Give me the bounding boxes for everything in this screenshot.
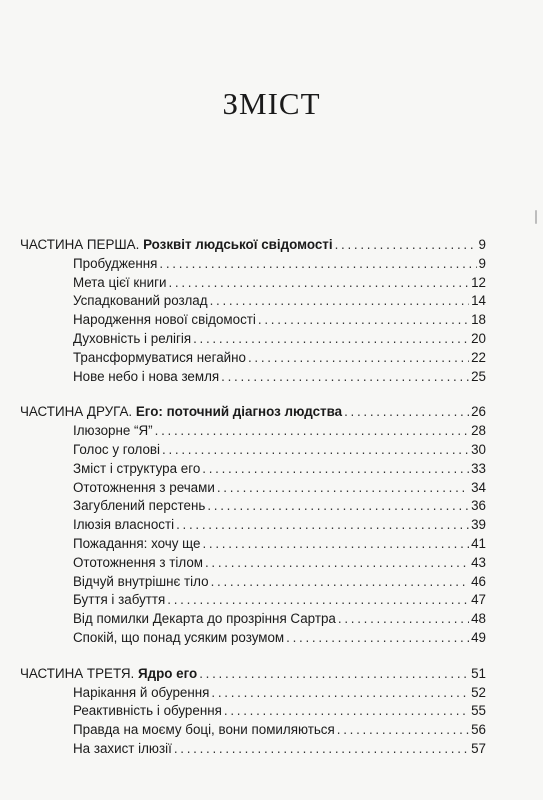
- toc-section-part-3: [20, 665, 486, 759]
- part-number: ЧАСТИНА ПЕРША.: [20, 237, 140, 252]
- leader-dots: [258, 311, 469, 330]
- entry-label: Спокій, що понад усяким розумом: [73, 629, 285, 645]
- page-number: 55: [471, 703, 486, 719]
- toc-entry[interactable]: [20, 610, 486, 629]
- toc-part-heading[interactable]: [20, 403, 486, 422]
- toc-entry[interactable]: [20, 349, 486, 368]
- toc-entry[interactable]: [20, 684, 486, 703]
- page-number: 57: [471, 740, 486, 756]
- leader-dots: [202, 535, 469, 554]
- entry-label: Ототожнення з речами: [73, 479, 215, 495]
- entry-label: На захист ілюзії: [73, 740, 172, 756]
- page-number: 56: [471, 722, 486, 738]
- page-number: 9: [478, 237, 486, 252]
- leader-dots: [193, 330, 469, 349]
- entry-label: Буття і забуття: [73, 592, 166, 608]
- scan-edge-mark: [535, 210, 537, 224]
- toc-entry[interactable]: [20, 368, 486, 387]
- page-number: 20: [471, 330, 486, 346]
- entry-label: Ілюзія власності: [73, 517, 175, 533]
- page-number: 28: [471, 423, 486, 439]
- leader-dots: [155, 422, 469, 441]
- page-number: 39: [471, 517, 486, 533]
- toc-entry[interactable]: [20, 330, 486, 349]
- toc-part-heading[interactable]: [20, 665, 486, 684]
- leader-dots: [286, 629, 469, 648]
- toc-entry[interactable]: [20, 441, 486, 460]
- leader-dots: [337, 721, 469, 740]
- page-number: 52: [471, 684, 486, 700]
- toc-entry[interactable]: [20, 702, 486, 721]
- leader-dots: [167, 591, 469, 610]
- leader-dots: [176, 516, 469, 535]
- page-title: ЗМІСТ: [222, 86, 321, 121]
- part-number: ЧАСТИНА ДРУГА.: [20, 404, 133, 420]
- toc-entry[interactable]: [20, 274, 486, 293]
- leader-dots: [162, 441, 469, 460]
- entry-label: Успадкований розлад: [73, 293, 208, 309]
- toc-entry[interactable]: [20, 292, 486, 311]
- toc-entry[interactable]: [20, 740, 486, 759]
- entry-label: Від помилки Декарта до прозріння Сартра: [73, 611, 336, 627]
- toc-entry[interactable]: [20, 721, 486, 740]
- entry-label: Голос у голові: [73, 441, 160, 457]
- entry-label: Пожадання: хочу ще: [73, 535, 201, 551]
- toc-entry[interactable]: [20, 479, 486, 498]
- page-number: 18: [471, 312, 486, 328]
- toc-entry[interactable]: [20, 573, 486, 592]
- leader-dots: [210, 292, 470, 311]
- page-number: 22: [471, 349, 486, 365]
- page-number: 49: [471, 629, 486, 645]
- entry-label: Мета цієї книги: [73, 274, 167, 290]
- toc-entry[interactable]: [20, 516, 486, 535]
- toc-entry[interactable]: [20, 422, 486, 441]
- entry-label: Трансформуватися негайно: [73, 349, 246, 365]
- leader-dots: [335, 236, 477, 255]
- leader-dots: [202, 460, 469, 479]
- entry-label: Загублений перстень: [73, 498, 206, 514]
- page-number: 26: [471, 404, 486, 420]
- leader-dots: [207, 497, 469, 516]
- toc-entry[interactable]: [20, 311, 486, 330]
- page-number: 12: [471, 274, 486, 290]
- table-of-contents: [20, 236, 486, 759]
- page-number: 36: [471, 498, 486, 514]
- toc-section-part-1: [20, 236, 486, 386]
- part-number: ЧАСТИНА ТРЕТЯ.: [20, 665, 135, 681]
- part-title: Розквіт людської свідомості: [143, 237, 333, 252]
- toc-entry[interactable]: [20, 497, 486, 516]
- page-number: 30: [471, 441, 486, 457]
- page-number: 25: [471, 368, 486, 384]
- page-number: 43: [471, 554, 486, 570]
- toc-entry[interactable]: [20, 535, 486, 554]
- entry-label: Ілюзорне “Я”: [73, 423, 153, 439]
- page-number: 46: [471, 573, 486, 589]
- entry-label: Нарікання й обурення: [73, 684, 210, 700]
- leader-dots: [344, 403, 469, 422]
- page-number: 9: [478, 255, 486, 271]
- page-number: 14: [471, 293, 486, 309]
- part-title: Ядро его: [137, 665, 198, 681]
- toc-entry[interactable]: [20, 255, 486, 274]
- entry-label: Відчуй внутрішнє тіло: [73, 573, 209, 589]
- page-number: 34: [471, 479, 486, 495]
- toc-part-heading[interactable]: [20, 236, 486, 255]
- part-label: [20, 236, 333, 255]
- entry-label: Реактивність і обурення: [73, 703, 222, 719]
- leader-dots: [205, 554, 469, 573]
- page-number: 41: [471, 535, 486, 551]
- toc-entry[interactable]: [20, 460, 486, 479]
- page-number: 51: [471, 665, 486, 681]
- page-number: 48: [471, 611, 486, 627]
- part-title: Его: поточний діагноз людства: [135, 404, 343, 420]
- leader-dots: [221, 368, 469, 387]
- leader-dots: [224, 702, 469, 721]
- leader-dots: [211, 573, 470, 592]
- entry-label: Пробудження: [73, 255, 158, 271]
- toc-entry[interactable]: [20, 591, 486, 610]
- part-label: [20, 665, 197, 684]
- leader-dots: [168, 274, 469, 293]
- leader-dots: [217, 479, 469, 498]
- entry-label: Зміст і структура его: [73, 460, 201, 476]
- toc-section-part-2: [20, 403, 486, 647]
- toc-entry[interactable]: [20, 629, 486, 648]
- leader-dots: [159, 255, 476, 274]
- page-number: 47: [471, 592, 486, 608]
- leader-dots: [174, 740, 469, 759]
- page-number: 33: [471, 460, 486, 476]
- leader-dots: [211, 684, 469, 703]
- part-label: [20, 403, 342, 422]
- leader-dots: [248, 349, 469, 368]
- entry-label: Ототожнення з тілом: [73, 554, 203, 570]
- entry-label: Духовність і релігія: [73, 330, 192, 346]
- leader-dots: [199, 665, 469, 684]
- entry-label: Нове небо і нова земля: [73, 368, 220, 384]
- entry-label: Правда на моєму боці, вони помиляються: [73, 722, 335, 738]
- toc-entry[interactable]: [20, 554, 486, 573]
- entry-label: Народження нової свідомості: [73, 312, 256, 328]
- leader-dots: [338, 610, 469, 629]
